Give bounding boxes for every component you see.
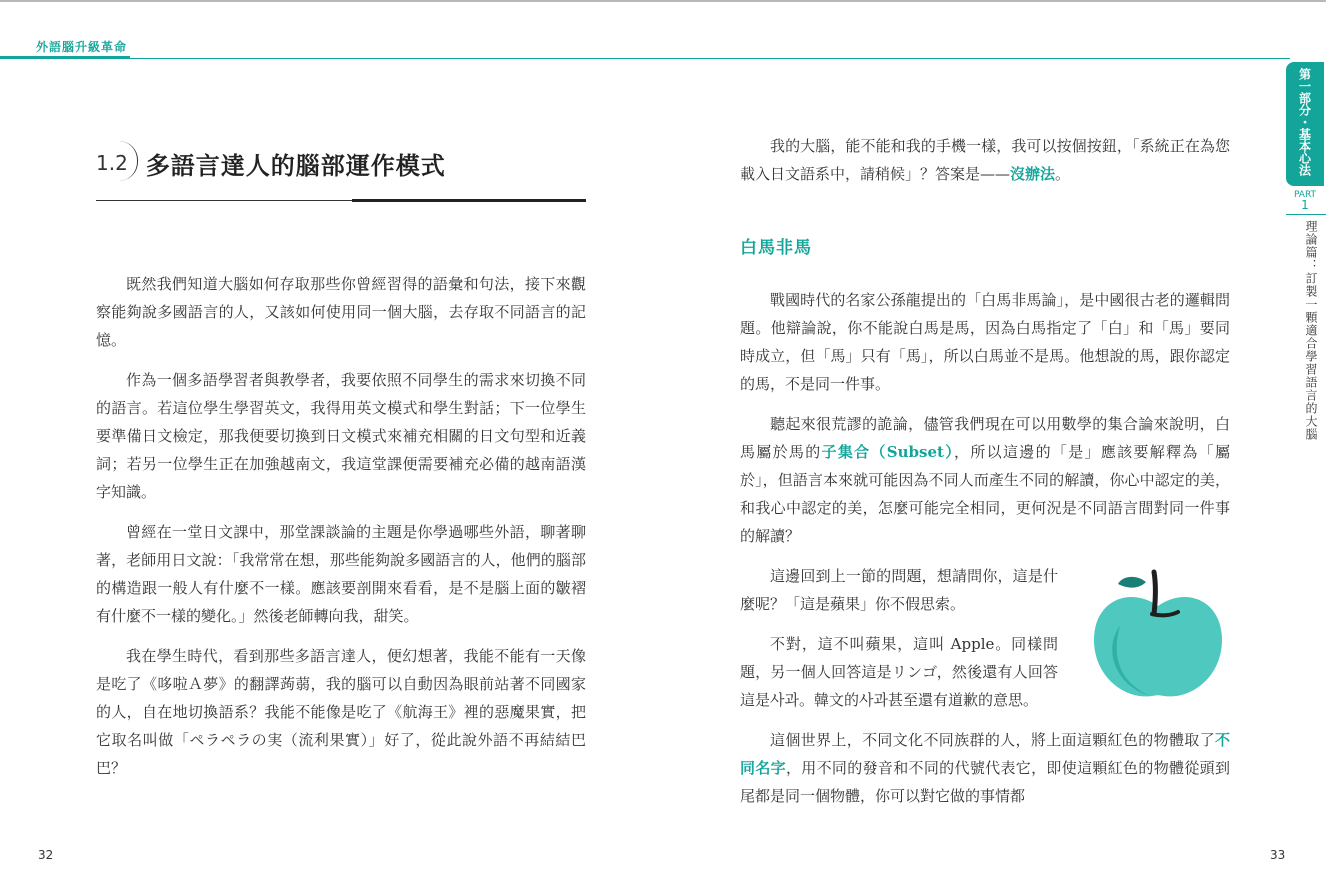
intro-paragraph: 我的大腦，能不能和我的手機一樣，我可以按個按鈕，「系統正在為您載入日文語系中，請稍候」？答案是——沒辦法。 [740, 137, 1230, 183]
paragraph: 我在學生時代，看到那些多語言達人，便幻想著，我能不能有一天像是吃了《哆啦Ａ夢》的翻譯蒟蒻，我的腦可以自動因為眼前站著不同國家的人，自在地切換語系？我能不能像是吃了《航海王》裡的惡魔果實，把它取名叫做「ペラペラの実（流利果實）」好了，從此說外語不再結結巴巴？ [96, 647, 586, 777]
highlight-text: 沒辦法 [1010, 165, 1056, 183]
header-rule-accent [0, 56, 130, 59]
heading-rule-accent [352, 199, 586, 202]
paragraph: 既然我們知道大腦如何存取那些你曾經習得的語彙和句法，接下來觀察能夠說多國語言的人，又該如何使用同一個大腦，去存取不同語言的記憶。 [96, 275, 586, 349]
paragraph: 不對，這不叫蘋果，這叫 Apple。同樣問題，另一個人回答這是リンゴ，然後還有人回答這是사과。韓文的사과甚至還有道歉的意思。 [740, 635, 1058, 709]
right-body [740, 132, 1230, 822]
part-rule [1286, 214, 1326, 215]
page-number-right: 33 [1270, 848, 1286, 862]
paragraph: 曾經在一堂日文課中，那堂課談論的主題是你學過哪些外語，聊著聊著，老師用日文說：「我常常在想，那些能夠說多國語言的人，他們的腦部的構造跟一般人有什麼不一樣。應該要剖開來看看，是不是腦上面的皺褶有什麼不一樣的變化。」然後老師轉向我，甜笑。 [96, 523, 586, 625]
part-tab: 第一部分・基本心法 [1286, 62, 1324, 186]
part-label: PART 1 [1293, 190, 1317, 212]
paragraph: 戰國時代的名家公孫龍提出的「白馬非馬論」，是中國很古老的邏輯問題。他辯論說，你不能說白馬是馬，因為白馬指定了「白」和「馬」要同時成立，但「馬」只有「馬」，所以白馬並不是馬。他想說的馬，跟你認定的馬，不是同一件事。 [740, 291, 1230, 393]
section-title: 多語言達人的腦部運作模式 [145, 151, 446, 180]
highlight-text: 不同名字 [740, 731, 1230, 777]
paragraph: 這邊回到上一節的問題，想請問你，這是什麼呢？「這是蘋果」你不假思索。 [740, 567, 1058, 613]
highlight-text: 子集合（Subset） [821, 443, 955, 461]
top-border [0, 0, 1326, 2]
left-body [96, 270, 586, 794]
header-rule [0, 58, 1290, 59]
book-title: 外語腦升級革命 [36, 40, 128, 54]
page-number-left: 32 [38, 848, 54, 862]
paragraph: 作為一個多語學習者與教學者，我要依照不同學生的需求來切換不同的語言。若這位學生學習英文，我得用英文模式和學生對話；下一位學生要準備日文檢定，那我便要切換到日文模式來補充相關的日文句型和近義詞；若另一位學生正在加強越南文，我這堂課便需要補充必備的越南語漢字知識。 [96, 371, 586, 501]
section-heading [96, 142, 446, 184]
paragraph: 這個世界上，不同文化不同族群的人，將上面這顆紅色的物體取了不同名字，用不同的發音和不同的代號代表它，即使這顆紅色的物體從頭到尾都是同一個物體，你可以對它做的事情都 [740, 731, 1230, 805]
section-number: 1.2 [96, 151, 136, 175]
subheading: 白馬非馬 [740, 238, 812, 258]
paragraph: 聽起來很荒謬的詭論，儘管我們現在可以用數學的集合論來說明，白馬屬於馬的子集合（Subset），所以這邊的「是」應該要解釋為「屬於」，但語言本來就可能因為不同人而產生不同的解讀，你心中認定的美，和我心中認定的美，怎麼可能完全相同，更何況是不同語言間對同一件事的解讀？ [740, 415, 1230, 545]
apple-icon [1090, 566, 1226, 702]
chapter-vertical-title: 理論篇：訂製一顆適合學習語言的大腦 [1304, 220, 1318, 441]
